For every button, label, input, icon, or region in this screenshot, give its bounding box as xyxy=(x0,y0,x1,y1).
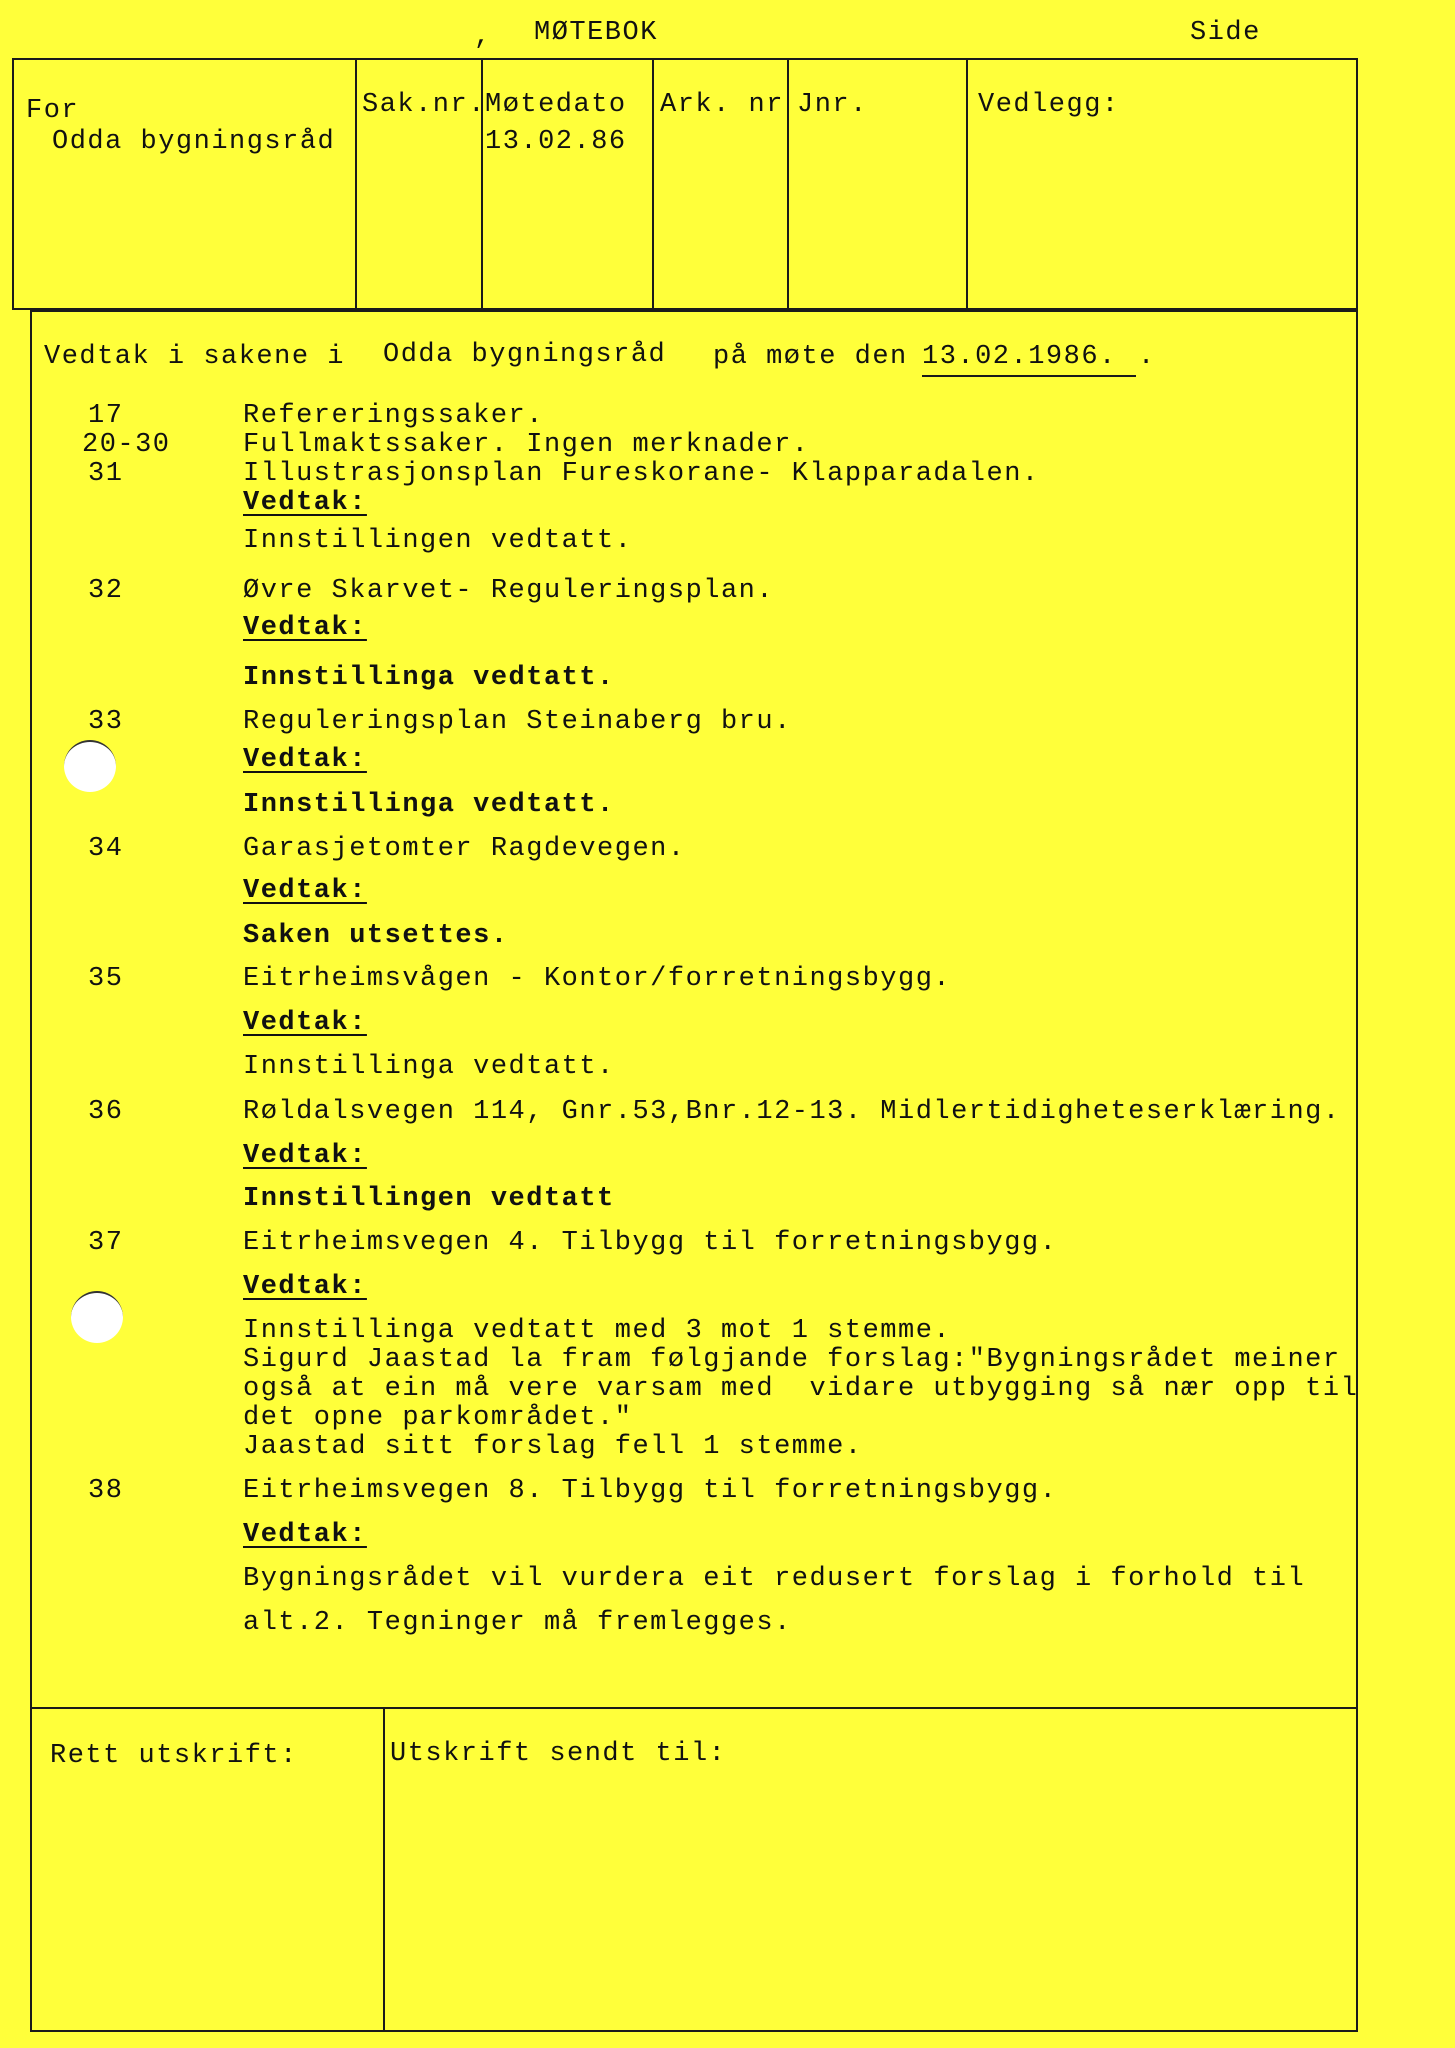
punch-hole xyxy=(71,1291,123,1343)
case-decision: Innstillinga vedtatt. xyxy=(243,790,615,820)
top-table-divider xyxy=(966,58,968,310)
footer-divider xyxy=(30,1707,1358,1709)
case-decision-line: også at ein må vere varsam med vidare utbygging så nær opp til xyxy=(243,1374,1359,1404)
case-number: 20-30 xyxy=(82,430,171,460)
case-number: 33 xyxy=(88,707,124,737)
utskrift-sendt-label: Utskrift sendt til: xyxy=(390,1739,727,1769)
case-number: 17 xyxy=(88,401,124,431)
motedato-value: 13.02.86 xyxy=(485,127,627,157)
vedtak-label: Vedtak: xyxy=(243,1520,367,1550)
case-title: Reguleringsplan Steinaberg bru. xyxy=(243,707,792,737)
case-decision: Innstillinga vedtatt. xyxy=(243,663,615,693)
vedtak-label: Vedtak: xyxy=(243,745,367,775)
intro-date-underline xyxy=(922,375,1136,377)
vedtak-label: Vedtak: xyxy=(243,488,367,518)
side-label: Side xyxy=(1190,18,1261,48)
header-comma: , xyxy=(474,22,492,52)
motedato-label: Møtedato xyxy=(485,90,627,120)
case-decision: Innstillinga vedtatt. xyxy=(243,1052,615,1082)
intro-prefix: Vedtak i sakene i xyxy=(44,342,345,372)
vedlegg-label: Vedlegg: xyxy=(978,90,1120,120)
vedtak-label: Vedtak: xyxy=(243,1008,367,1038)
case-decision-line: Jaastad sitt forslag fell 1 stemme. xyxy=(243,1432,863,1462)
case-decision: Saken utsettes. xyxy=(243,921,509,951)
case-number: 34 xyxy=(88,834,124,864)
case-title: Garasjetomter Ragdevegen. xyxy=(243,834,686,864)
top-table-divider xyxy=(652,58,654,310)
case-title: Eitrheimsvegen 4. Tilbygg til forretningsbygg. xyxy=(243,1228,1058,1258)
case-title: Refereringssaker. xyxy=(243,401,544,431)
body-frame xyxy=(30,310,1358,2032)
top-table-divider xyxy=(355,58,357,310)
vedtak-label: Vedtak: xyxy=(243,1272,367,1302)
case-number: 38 xyxy=(88,1476,124,1506)
case-decision-line: Sigurd Jaastad la fram følgjande forslag:"Bygningsrådet meiner xyxy=(243,1345,1341,1375)
intro-dot: . xyxy=(1138,342,1156,372)
for-label: For xyxy=(26,96,80,126)
case-title: Fullmaktssaker. Ingen merknader. xyxy=(243,430,810,460)
top-table-divider xyxy=(787,58,789,310)
vedtak-label: Vedtak: xyxy=(243,1141,367,1171)
jnr-label: Jnr. xyxy=(797,90,868,120)
case-decision-line: Bygningsrådet vil vurdera eit redusert forslag i forhold til xyxy=(243,1564,1306,1594)
case-title: Øvre Skarvet- Reguleringsplan. xyxy=(243,576,775,606)
case-number: 37 xyxy=(88,1228,124,1258)
intro-mid: på møte den xyxy=(713,342,908,372)
intro-board: Odda bygningsråd xyxy=(383,340,667,370)
vedtak-label: Vedtak: xyxy=(243,613,367,643)
vedtak-label: Vedtak: xyxy=(243,876,367,906)
punch-hole xyxy=(64,740,116,792)
intro-date: 13.02.1986. xyxy=(922,342,1117,372)
case-decision: Innstillingen vedtatt. xyxy=(243,526,633,556)
case-title: Røldalsvegen 114, Gnr.53,Bnr.12-13. Midlertidigheteserklæring. xyxy=(243,1097,1341,1127)
case-number: 35 xyxy=(88,964,124,994)
case-decision-line: det opne parkområdet." xyxy=(243,1403,633,1433)
rett-utskrift-label: Rett utskrift: xyxy=(50,1741,298,1771)
case-title: Eitrheimsvågen - Kontor/forretningsbygg. xyxy=(243,964,952,994)
case-title: Eitrheimsvegen 8. Tilbygg til forretningsbygg. xyxy=(243,1476,1058,1506)
saknr-label: Sak.nr. xyxy=(362,90,486,120)
case-number: 31 xyxy=(88,459,124,489)
case-decision: Innstillingen vedtatt xyxy=(243,1184,615,1214)
for-value: Odda bygningsråd xyxy=(52,127,336,157)
case-number: 36 xyxy=(88,1097,124,1127)
arknr-label: Ark. nr xyxy=(660,90,784,120)
case-decision-line: alt.2. Tegninger må fremlegges. xyxy=(243,1608,792,1638)
page-title: MØTEBOK xyxy=(534,18,658,48)
case-number: 32 xyxy=(88,576,124,606)
case-decision-line: Innstillinga vedtatt med 3 mot 1 stemme. xyxy=(243,1316,952,1346)
case-title: Illustrasjonsplan Fureskorane- Klapparadalen. xyxy=(243,459,1040,489)
footer-column-divider xyxy=(383,1707,385,2032)
